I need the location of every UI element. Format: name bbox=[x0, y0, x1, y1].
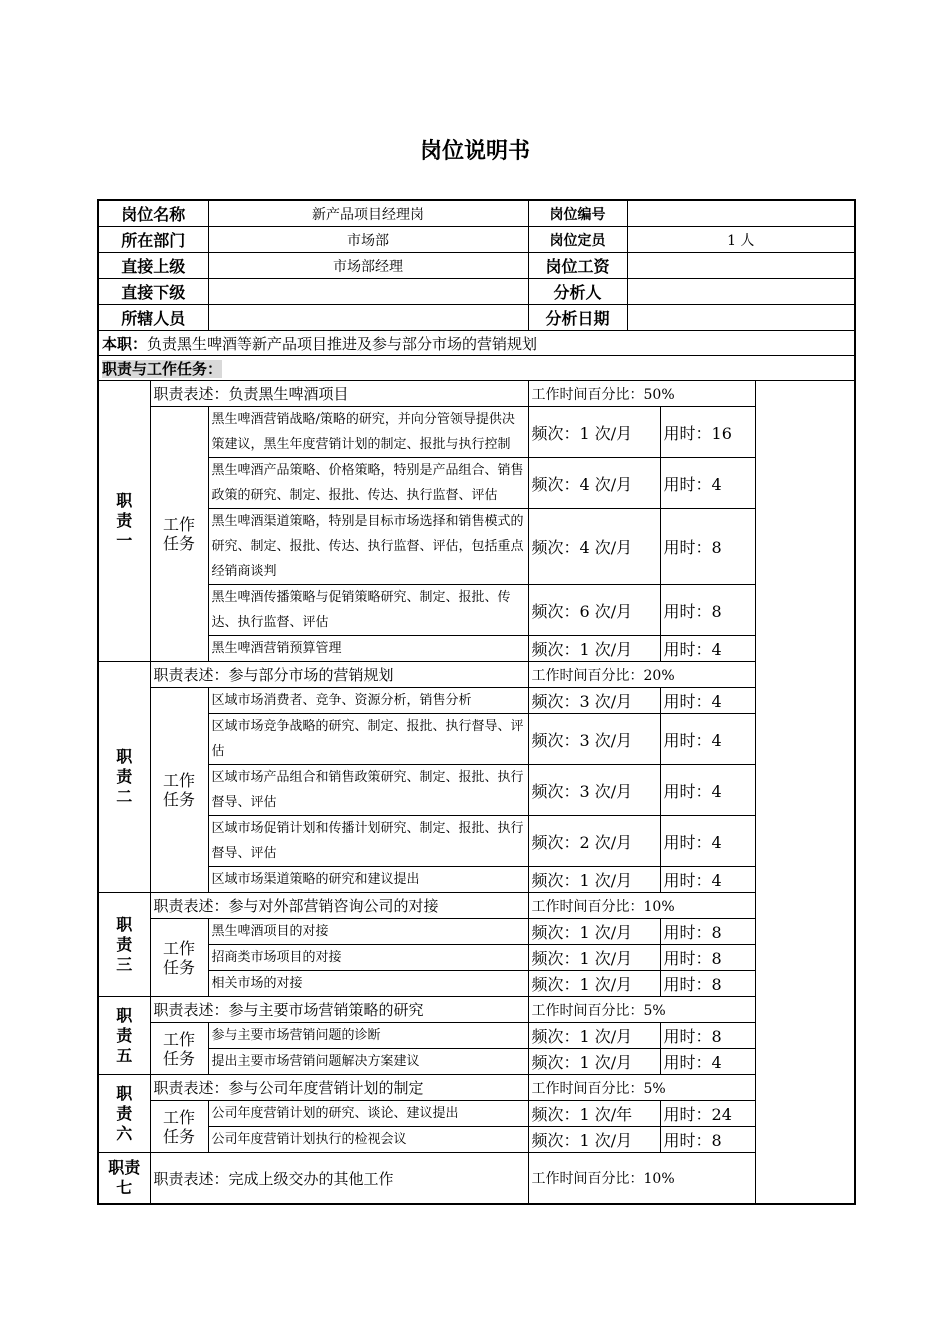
duty-description: 职责表述：负责黑生啤酒项目 bbox=[150, 381, 528, 407]
task-frequency: 频次：6 次/月 bbox=[528, 585, 660, 636]
task-frequency: 频次：1 次/月 bbox=[528, 1049, 660, 1075]
field-value: 市场部经理 bbox=[208, 253, 528, 279]
task-frequency: 频次：4 次/月 bbox=[528, 509, 660, 585]
work-task-label-text: 工作任务 bbox=[163, 1029, 196, 1068]
duty-desc-row bbox=[98, 381, 855, 407]
task-description: 相关市场的对接 bbox=[208, 971, 528, 997]
field-value: 市场部 bbox=[208, 227, 528, 253]
field-label: 岗位工资 bbox=[528, 253, 627, 279]
task-description: 区域市场竞争战略的研究、制定、报批、执行督导、评估 bbox=[208, 714, 528, 765]
section-title-text: 职责与工作任务： bbox=[102, 359, 223, 378]
task-frequency: 频次：1 次/月 bbox=[528, 1127, 660, 1153]
task-time: 用时：4 bbox=[660, 458, 755, 509]
duty-desc-row bbox=[98, 1153, 855, 1205]
task-time: 用时：4 bbox=[660, 1049, 755, 1075]
field-label: 岗位编号 bbox=[528, 200, 627, 227]
task-frequency: 频次：1 次/月 bbox=[528, 867, 660, 893]
task-description: 黑生啤酒传播策略与促销策略研究、制定、报批、传达、执行监督、评估 bbox=[208, 585, 528, 636]
role-summary bbox=[98, 331, 855, 356]
task-row bbox=[98, 765, 855, 816]
task-row bbox=[98, 1049, 855, 1075]
task-time: 用时：4 bbox=[660, 765, 755, 816]
task-description: 公司年度营销计划执行的检视会议 bbox=[208, 1127, 528, 1153]
field-label: 岗位名称 bbox=[98, 200, 208, 227]
section-row bbox=[98, 356, 855, 381]
task-row bbox=[98, 585, 855, 636]
task-row bbox=[98, 714, 855, 765]
page-title: 岗位说明书 bbox=[419, 139, 530, 164]
duty-name-text: 职责三 bbox=[116, 914, 133, 974]
duty-name-text: 职责二 bbox=[116, 747, 133, 806]
task-time: 用时：8 bbox=[660, 585, 755, 636]
field-value: 1 人 bbox=[627, 227, 855, 253]
task-frequency: 频次：1 次/月 bbox=[528, 919, 660, 945]
field-label: 分析人 bbox=[528, 279, 627, 305]
task-row bbox=[98, 919, 855, 945]
time-percentage: 工作时间百分比：5% bbox=[528, 1075, 755, 1101]
duty-description: 职责表述：参与公司年度营销计划的制定 bbox=[150, 1075, 528, 1101]
time-percentage: 工作时间百分比：50% bbox=[528, 381, 755, 407]
field-label: 岗位定员 bbox=[528, 227, 627, 253]
task-time: 用时：4 bbox=[660, 867, 755, 893]
work-task-label-text: 工作任务 bbox=[163, 515, 196, 553]
duty-desc-row bbox=[98, 997, 855, 1023]
time-percentage: 工作时间百分比：10% bbox=[528, 1153, 755, 1205]
task-row bbox=[98, 816, 855, 867]
task-row bbox=[98, 1127, 855, 1153]
field-value bbox=[627, 279, 855, 305]
task-time: 用时：8 bbox=[660, 1023, 755, 1049]
task-frequency: 频次：4 次/月 bbox=[528, 458, 660, 509]
task-frequency: 频次：1 次/月 bbox=[528, 971, 660, 997]
task-description: 黑生啤酒营销战略/策略的研究，并向分管领导提供决策建议，黑生年度营销计划的制定、报批与执行控制 bbox=[208, 407, 528, 458]
work-task-label bbox=[150, 688, 208, 893]
work-task-label-text: 工作任务 bbox=[163, 938, 196, 977]
work-task-label bbox=[150, 407, 208, 662]
task-description: 区域市场产品组合和销售政策研究、制定、报批、执行督导、评估 bbox=[208, 765, 528, 816]
task-frequency: 频次：2 次/月 bbox=[528, 816, 660, 867]
field-label: 直接下级 bbox=[98, 279, 208, 305]
info-row bbox=[98, 227, 855, 253]
task-description: 黑生啤酒产品策略、价格策略，特别是产品组合、销售政策的研究、制定、报批、传达、执行监督、评估 bbox=[208, 458, 528, 509]
task-frequency: 频次：3 次/月 bbox=[528, 714, 660, 765]
field-value bbox=[627, 200, 855, 227]
task-row bbox=[98, 1101, 855, 1127]
info-row bbox=[98, 279, 855, 305]
info-row bbox=[98, 200, 855, 227]
field-value bbox=[208, 279, 528, 305]
task-row bbox=[98, 945, 855, 971]
time-percentage: 工作时间百分比：5% bbox=[528, 997, 755, 1023]
task-time: 用时：24 bbox=[660, 1101, 755, 1127]
role-text: 负责黑生啤酒等新产品项目推进及参与部分市场的营销规划 bbox=[147, 334, 538, 353]
task-description: 区域市场促销计划和传播计划研究、制定、报批、执行督导、评估 bbox=[208, 816, 528, 867]
task-frequency: 频次：1 次/月 bbox=[528, 1023, 660, 1049]
task-row bbox=[98, 509, 855, 585]
task-frequency: 频次：1 次/月 bbox=[528, 407, 660, 458]
duty-description: 职责表述：参与部分市场的营销规划 bbox=[150, 662, 528, 688]
task-row bbox=[98, 688, 855, 714]
task-time: 用时：4 bbox=[660, 636, 755, 662]
field-value bbox=[627, 305, 855, 331]
task-description: 黑生啤酒项目的对接 bbox=[208, 919, 528, 945]
task-row bbox=[98, 458, 855, 509]
task-description: 黑生啤酒渠道策略，特别是目标市场选择和销售模式的研究、制定、报批、传达、执行监督、评估，包括重点经销商谈判 bbox=[208, 509, 528, 585]
time-percentage: 工作时间百分比：10% bbox=[528, 893, 755, 919]
task-frequency: 频次：3 次/月 bbox=[528, 688, 660, 714]
duty-description: 职责表述：完成上级交办的其他工作 bbox=[150, 1153, 528, 1205]
field-label: 分析日期 bbox=[528, 305, 627, 331]
task-description: 招商类市场项目的对接 bbox=[208, 945, 528, 971]
task-time: 用时：4 bbox=[660, 714, 755, 765]
info-row bbox=[98, 253, 855, 279]
work-task-label-text: 工作任务 bbox=[163, 771, 196, 809]
job-description-table bbox=[97, 199, 856, 1205]
task-description: 区域市场渠道策略的研究和建议提出 bbox=[208, 867, 528, 893]
duty-description: 职责表述：参与主要市场营销策略的研究 bbox=[150, 997, 528, 1023]
duty-desc-row bbox=[98, 1075, 855, 1101]
duty-name bbox=[98, 1153, 150, 1205]
duty-name-text: 职责七 bbox=[108, 1158, 141, 1197]
task-row bbox=[98, 636, 855, 662]
task-description: 公司年度营销计划的研究、谈论、建议提出 bbox=[208, 1101, 528, 1127]
time-percentage: 工作时间百分比：20% bbox=[528, 662, 755, 688]
task-time: 用时：16 bbox=[660, 407, 755, 458]
work-task-label bbox=[150, 919, 208, 997]
task-time: 用时：8 bbox=[660, 1127, 755, 1153]
task-time: 用时：8 bbox=[660, 919, 755, 945]
section-title bbox=[98, 356, 855, 381]
task-time: 用时：8 bbox=[660, 509, 755, 585]
work-task-label bbox=[150, 1101, 208, 1153]
info-row bbox=[98, 305, 855, 331]
task-description: 区域市场消费者、竞争、资源分析，销售分析 bbox=[208, 688, 528, 714]
duty-desc-row bbox=[98, 893, 855, 919]
duty-name bbox=[98, 1075, 150, 1153]
duty-name bbox=[98, 662, 150, 893]
field-label: 所在部门 bbox=[98, 227, 208, 253]
task-frequency: 频次：3 次/月 bbox=[528, 765, 660, 816]
task-row bbox=[98, 867, 855, 893]
field-value: 新产品项目经理岗 bbox=[208, 200, 528, 227]
work-task-label-text: 工作任务 bbox=[163, 1107, 196, 1146]
role-label: 本职： bbox=[102, 334, 148, 353]
duty-description: 职责表述：参与对外部营销咨询公司的对接 bbox=[150, 893, 528, 919]
task-time: 用时：8 bbox=[660, 971, 755, 997]
duty-name bbox=[98, 381, 150, 662]
role-row bbox=[98, 331, 855, 356]
task-time: 用时：4 bbox=[660, 816, 755, 867]
task-time: 用时：4 bbox=[660, 688, 755, 714]
work-task-label bbox=[150, 1023, 208, 1075]
task-description: 黑生啤酒营销预算管理 bbox=[208, 636, 528, 662]
duty-name-text: 职责五 bbox=[116, 1005, 133, 1065]
duty-name-text: 职责六 bbox=[116, 1083, 133, 1143]
field-label: 直接上级 bbox=[98, 253, 208, 279]
task-row bbox=[98, 1023, 855, 1049]
task-row bbox=[98, 971, 855, 997]
task-description: 参与主要市场营销问题的诊断 bbox=[208, 1023, 528, 1049]
duty-name bbox=[98, 893, 150, 997]
duty-desc-row bbox=[98, 662, 855, 688]
field-value bbox=[208, 305, 528, 331]
task-row bbox=[98, 407, 855, 458]
task-description: 提出主要市场营销问题解决方案建议 bbox=[208, 1049, 528, 1075]
field-value bbox=[627, 253, 855, 279]
task-frequency: 频次：1 次/月 bbox=[528, 945, 660, 971]
task-frequency: 频次：1 次/月 bbox=[528, 636, 660, 662]
duty-name-text: 职责一 bbox=[116, 491, 133, 550]
duty-name bbox=[98, 997, 150, 1075]
task-frequency: 频次：1 次/年 bbox=[528, 1101, 660, 1127]
task-time: 用时：8 bbox=[660, 945, 755, 971]
field-label: 所辖人员 bbox=[98, 305, 208, 331]
